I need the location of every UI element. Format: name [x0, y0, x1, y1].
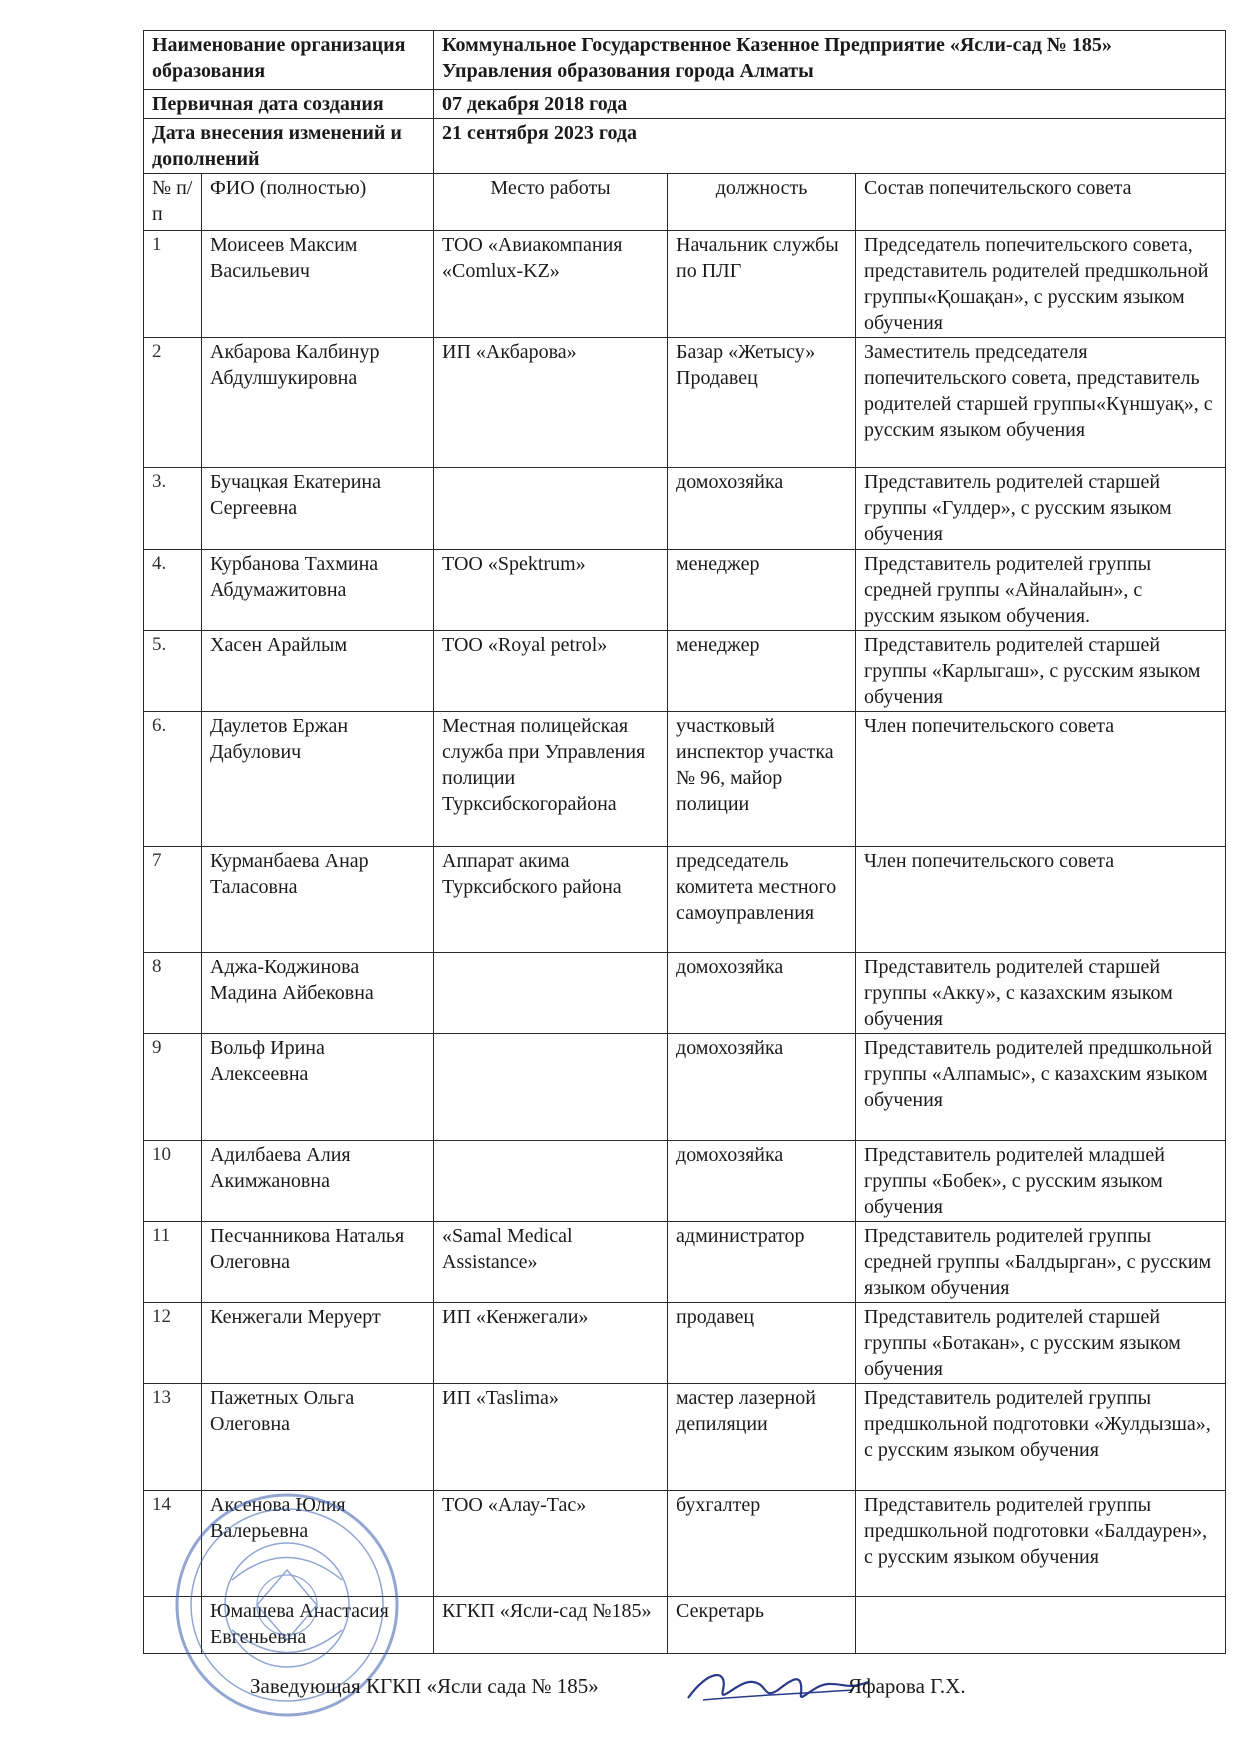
- row-num: 5.: [144, 631, 202, 712]
- row-position: участковый инспектор участка № 96, майор полиции: [668, 712, 856, 847]
- row-fio: Курбанова Тахмина Абдумажитовна: [202, 550, 434, 631]
- row-num: [144, 1597, 202, 1654]
- row-num: 12: [144, 1303, 202, 1384]
- row-position: продавец: [668, 1303, 856, 1384]
- row-work: ИП «Taslima»: [434, 1384, 668, 1491]
- row-work: КГКП «Ясли-сад №185»: [434, 1597, 668, 1654]
- row-role: Представитель родителей старшей группы «Гулдер», с русским языком обучения: [856, 468, 1226, 550]
- table-row: [144, 1222, 1226, 1303]
- director-title: Заведующая КГКП «Ясли сада № 185»: [250, 1674, 599, 1698]
- table-row: [144, 338, 1226, 468]
- row-position: администратор: [668, 1222, 856, 1303]
- row-role: Представитель родителей старшей группы «Акку», с казахским языком обучения: [856, 953, 1226, 1034]
- table-row: [144, 712, 1226, 847]
- row-fio: Кенжегали Меруерт: [202, 1303, 434, 1384]
- row-position: домохозяйка: [668, 1034, 856, 1141]
- row-work: ТОО «Авиакомпания «Comlux-KZ»: [434, 231, 668, 338]
- row-num: 8: [144, 953, 202, 1034]
- column-header-position: должность: [668, 174, 856, 231]
- row-work: Аппарат акима Турксибского района: [434, 847, 668, 953]
- table-row: [144, 1491, 1226, 1597]
- created-date-value: 07 декабря 2018 года: [434, 90, 1226, 119]
- org-name-label: Наименование организация образования: [144, 31, 434, 90]
- column-header-fio: ФИО (полностью): [202, 174, 434, 231]
- row-fio: Курманбаева Анар Таласовна: [202, 847, 434, 953]
- table-row: [144, 847, 1226, 953]
- row-role: Член попечительского совета: [856, 712, 1226, 847]
- row-work: ТОО «Royal petrol»: [434, 631, 668, 712]
- row-num: 13: [144, 1384, 202, 1491]
- row-fio: Аджа-Коджинова Мадина Айбековна: [202, 953, 434, 1034]
- row-num: 9: [144, 1034, 202, 1141]
- row-work: [434, 1034, 668, 1141]
- row-position: бухгалтер: [668, 1491, 856, 1597]
- handwritten-signature: [683, 1660, 873, 1710]
- row-role: Представитель родителей группы предшкольной подготовки «Жулдызша», с русским языком обучения: [856, 1384, 1226, 1491]
- row-fio: Моисеев Максим Васильевич: [202, 231, 434, 338]
- org-name-row: [144, 31, 1226, 90]
- changed-date-value: 21 сентября 2023 года: [434, 119, 1226, 174]
- row-num: 10: [144, 1141, 202, 1222]
- row-role: Представитель родителей старшей группы «Карлыгаш», с русским языком обучения: [856, 631, 1226, 712]
- row-position: Секретарь: [668, 1597, 856, 1654]
- table-row: [144, 1034, 1226, 1141]
- row-fio: Адилбаева Алия Акимжановна: [202, 1141, 434, 1222]
- row-role: Представитель родителей предшкольной группы «Алпамыс», с казахским языком обучения: [856, 1034, 1226, 1141]
- created-date-row: [144, 90, 1226, 119]
- row-role: Член попечительского совета: [856, 847, 1226, 953]
- table-row: [144, 231, 1226, 338]
- row-work: [434, 953, 668, 1034]
- row-role: Представитель родителей группы средней группы «Балдырган», с русским языком обучения: [856, 1222, 1226, 1303]
- row-work: Местная полицейская служба при Управления полиции Турксибскогорайона: [434, 712, 668, 847]
- row-role: Председатель попечительского совета, представитель родителей предшкольной группы«Қошақан», с русским языком обучения: [856, 231, 1226, 338]
- row-position: Начальник службы по ПЛГ: [668, 231, 856, 338]
- row-fio: Даулетов Ержан Дабулович: [202, 712, 434, 847]
- created-date-label: Первичная дата создания: [144, 90, 434, 119]
- row-fio: Хасен Арайлым: [202, 631, 434, 712]
- row-work: ИП «Кенжегали»: [434, 1303, 668, 1384]
- row-position: мастер лазерной депиляции: [668, 1384, 856, 1491]
- row-position: менеджер: [668, 631, 856, 712]
- row-fio: Юмашева Анастасия Евгеньевна: [202, 1597, 434, 1654]
- table-row: [144, 1597, 1226, 1654]
- row-fio: Песчанникова Наталья Олеговна: [202, 1222, 434, 1303]
- row-num: 14: [144, 1491, 202, 1597]
- column-header-num: № п/п: [144, 174, 202, 231]
- table-row: [144, 1141, 1226, 1222]
- org-name-value: Коммунальное Государственное Казенное Предприятие «Ясли-сад № 185» Управления образования города Алматы: [434, 31, 1226, 90]
- row-fio: Акбарова Калбинур Абдулшукировна: [202, 338, 434, 468]
- column-header-work: Место работы: [434, 174, 668, 231]
- row-position: домохозяйка: [668, 953, 856, 1034]
- row-num: 3.: [144, 468, 202, 550]
- row-num: 11: [144, 1222, 202, 1303]
- row-num: 7: [144, 847, 202, 953]
- table-row: [144, 1384, 1226, 1491]
- table-row: [144, 468, 1226, 550]
- row-num: 2: [144, 338, 202, 468]
- row-role: Представитель родителей группы средней группы «Айналайын», с русским языком обучения.: [856, 550, 1226, 631]
- table-row: [144, 550, 1226, 631]
- column-header-row: [144, 174, 1226, 231]
- row-role: Заместитель председателя попечительского совета, представитель родителей старшей группы«Күншуақ», с русским языком обучения: [856, 338, 1226, 468]
- trustee-board-table: [143, 30, 1226, 1654]
- row-work: «Samal Medical Assistance»: [434, 1222, 668, 1303]
- row-work: ИП «Акбарова»: [434, 338, 668, 468]
- row-position: председатель комитета местного самоуправления: [668, 847, 856, 953]
- row-position: Базар «Жетысу» Продавец: [668, 338, 856, 468]
- changed-date-row: [144, 119, 1226, 174]
- row-fio: Пажетных Ольга Олеговна: [202, 1384, 434, 1491]
- row-work: ТОО «Spektrum»: [434, 550, 668, 631]
- table-row: [144, 1303, 1226, 1384]
- row-fio: Вольф Ирина Алексеевна: [202, 1034, 434, 1141]
- row-role: [856, 1597, 1226, 1654]
- row-num: 4.: [144, 550, 202, 631]
- director-name: Яфарова Г.Х.: [848, 1674, 966, 1698]
- row-fio: Бучацкая Екатерина Сергеевна: [202, 468, 434, 550]
- row-position: домохозяйка: [668, 1141, 856, 1222]
- row-num: 6.: [144, 712, 202, 847]
- table-row: [144, 953, 1226, 1034]
- table-row: [144, 631, 1226, 712]
- row-work: [434, 468, 668, 550]
- row-fio: Аксенова Юлия Валерьевна: [202, 1491, 434, 1597]
- row-role: Представитель родителей младшей группы «Бобек», с русским языком обучения: [856, 1141, 1226, 1222]
- row-role: Представитель родителей старшей группы «Ботакан», с русским языком обучения: [856, 1303, 1226, 1384]
- column-header-role: Состав попечительского совета: [856, 174, 1226, 231]
- changed-date-label: Дата внесения изменений и дополнений: [144, 119, 434, 174]
- row-work: [434, 1141, 668, 1222]
- row-role: Представитель родителей группы предшкольной подготовки «Балдаурен», с русским языком обучения: [856, 1491, 1226, 1597]
- row-position: домохозяйка: [668, 468, 856, 550]
- row-num: 1: [144, 231, 202, 338]
- row-work: ТОО «Алау-Тас»: [434, 1491, 668, 1597]
- signature-block: [250, 1674, 1210, 1714]
- row-position: менеджер: [668, 550, 856, 631]
